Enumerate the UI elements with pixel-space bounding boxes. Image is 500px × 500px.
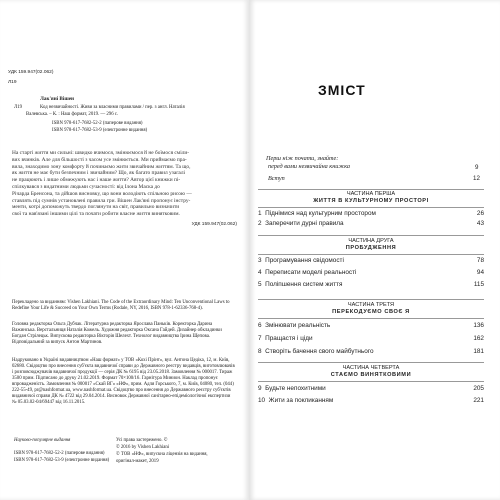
series-label: Науково-популярне видання <box>14 438 71 443</box>
copyright-publisher: © ТОВ «НФ», випускна ліцензія на видання, <box>116 452 208 457</box>
chapter-page: 136 <box>473 322 484 329</box>
annotation <box>12 150 234 218</box>
chapter-number: 7 <box>258 335 262 342</box>
isbn-print-bottom: ISBN 978-617-7682-52-2 (паперове видання) <box>14 451 105 456</box>
chapter-number: 4 <box>258 269 262 276</box>
annotation-line: Річарда Бренсона, та дійшов висновку, що вони володіють спільною рисою — <box>12 190 192 197</box>
book-title-line1: Код незвичайності. Живи за власними правилами / пер. з англ. Наталія <box>40 105 185 110</box>
toc-entry[interactable] <box>258 335 484 345</box>
imprint-page <box>0 0 249 500</box>
chapter-page: 78 <box>476 257 484 264</box>
book-title-line2: Валевська. – К. : Наш формат, 2019. — 296 с. <box>26 112 119 117</box>
isbn-electronic-bottom: ISBN 978-617-7682-53-9 (електронне видання) <box>14 458 110 463</box>
toc-entry[interactable] <box>258 281 484 291</box>
toc-entry[interactable] <box>258 257 484 267</box>
chapter-page: 205 <box>473 385 484 392</box>
part-divider <box>258 189 484 190</box>
toc-entry[interactable] <box>258 397 484 407</box>
part-label: ЧАСТИНА ПЕРША <box>346 191 396 197</box>
preface-line1: Перш ніж почати, знайте: <box>266 155 339 162</box>
chapter-title: Будьте непохитними <box>265 385 326 392</box>
part-label: ЧАСТИНА ДРУГА <box>348 238 394 244</box>
library-code: Л19 <box>8 80 17 85</box>
toc-entry[interactable] <box>258 269 484 279</box>
chapter-number: 5 <box>258 281 262 288</box>
part-heading: ПРОБУДЖЕННЯ <box>345 245 397 251</box>
chapter-number: 9 <box>258 385 262 392</box>
part-divider <box>258 207 484 208</box>
part-divider <box>258 318 484 319</box>
chapter-title: Програмування свідомості <box>265 257 344 264</box>
chapter-title: Заперечити дурні правила <box>265 220 344 227</box>
chapter-page: 181 <box>473 348 484 355</box>
part-2-header <box>258 238 484 252</box>
toc-title: ЗМІСТ <box>318 82 366 98</box>
annotation-line: На старті життя ми сильні: швидко вчимося, змінюємося й не боїмося сміли- <box>12 150 190 156</box>
intro-title: Вступ <box>268 175 285 182</box>
annotation-line: вила, знаходимо зону комфорту й починаємо жити звичайним життям. Та що, <box>12 163 191 170</box>
chapter-number: 3 <box>258 257 262 264</box>
part-divider <box>258 254 484 255</box>
chapter-page: 115 <box>473 281 484 288</box>
chapter-number: 10 <box>258 397 266 404</box>
chapter-page: 94 <box>476 269 484 276</box>
udk-code-bottom: УДК 159.947(02.062) <box>191 222 237 227</box>
copyright-author: © 2016 by Vishen Lakhiani <box>116 445 170 450</box>
chapter-page: 221 <box>473 397 484 404</box>
toc-entry[interactable] <box>258 210 484 220</box>
chapter-number: 1 <box>258 210 262 217</box>
part-label: ЧАСТИНА ТРЕТЯ <box>347 302 395 308</box>
author-name: Лак'яні Вішен <box>40 96 74 102</box>
toc-entry[interactable] <box>258 322 484 332</box>
annotation-line: не працюють і лише обмежують нас і наше життя? Автор цієї книжки пі- <box>12 177 181 184</box>
chapter-page: 43 <box>476 220 484 227</box>
part-divider <box>258 235 484 236</box>
part-divider <box>258 362 484 363</box>
toc-entry[interactable] <box>258 348 484 358</box>
part-1-header <box>258 191 484 205</box>
chapter-page: 162 <box>473 335 484 342</box>
annotation-line: ставлять під сумнів установлені правила гри. Вішен Лак'яні пропонує інстру- <box>12 197 191 204</box>
part-heading: ЖИТТЯ В КУЛЬТУРНОМУ ПРОСТОРІ <box>313 198 429 204</box>
part-3-header <box>258 302 484 316</box>
part-heading: ПЕРЕКОДУЄМО СВОЄ Я <box>332 309 410 315</box>
original-edition-note: Перекладено за виданням: Vishen Lakhiani. The Code of the Extraordinary Mind: Ten Unconventional Laws to Redefine Your Life & Succeed on Your Own Terms (Rodale, NY, 2016, ISBN 978-1-62336-768-4). <box>12 300 230 311</box>
intro-page: 12 <box>473 175 480 182</box>
preface-page: 9 <box>475 164 479 171</box>
part-divider <box>258 381 484 382</box>
part-4-header <box>258 365 484 379</box>
annotation-line: вих вчинків. Але для більшості з часом усе змінюється. Ми приймаємо пра- <box>12 156 187 163</box>
part-divider <box>258 299 484 300</box>
chapter-number: 2 <box>258 220 262 227</box>
chapter-title: Створіть бачення свого майбутнього <box>265 348 374 355</box>
chapter-title: Пращастя і ціди <box>265 335 313 342</box>
chapter-title: Переписати моделі реальності <box>265 269 357 276</box>
copyright-layout: оригінал-макет, 2019 <box>116 459 159 464</box>
annotation-line: як життя не має бути безпечним і звичайним? Що, як багато правил узагалі <box>12 170 186 177</box>
chapter-title: Піднімися над культурним простором <box>265 210 376 217</box>
part-label: ЧАСТИНА ЧЕТВЕРТА <box>342 365 400 371</box>
chapter-title: Поліпшення систем життя <box>265 281 343 288</box>
toc-entry[interactable] <box>258 385 484 395</box>
printing-details: Надруковано в Україні видавництвом «Наш формат» у ТОВ «Кохі Прінт», вул. Антона Цедіка, 12, м. Київ, 02680. Свідоцтво про внесення суб'єкта видавничої справи до Державного реєстру видавців, виготовлювачів і розповсюджувачів видавничої продукції — серія ДК № 6195 від 23.05.2018. Замовлення № 000017. Тираж 3500 прим. Підписано до друку 21.02.2019. Формат 70×100/16. Гарнітура Минион. Наклад пропонує впровадженість. Замовлення № 000017 «Скай ВГ» «НФ», прим. Адля Горського, 7, м. Київ, 04080, тел. (044) 222-55-49, pr@nashformat.ua, www.nashformat.ua. Свідоцтво про внесення до Державного реєстру суб'єктів видавничої справи ДК № 4722 від 29.04.2014. Висновок Державної санітарно-епідеміологічної експертизи № 05.03.02-04/69447 від 16.11.2015. <box>12 358 235 405</box>
isbn-print: ISBN 978-617-7682-52-2 (паперове видання) <box>52 121 143 126</box>
chapter-page: 26 <box>476 210 484 217</box>
chapter-title: Жити за покликанням <box>268 397 334 404</box>
chapter-title: Змінювати реальність <box>265 322 331 329</box>
part-heading: СТАЄМО ВИНЯТКОВИМИ <box>330 372 412 378</box>
library-code-2: Л19 <box>14 105 23 110</box>
annotation-line: свої та нав'язані іншими цілі та почати робити власне життя винятковим. <box>12 211 180 218</box>
toc-entry[interactable] <box>258 220 484 230</box>
annotation-line: менти, котрі допоможуть твердо поглянути на світ, правильно визначити <box>12 204 180 211</box>
rights-line: Усі права застережено. © <box>116 438 168 443</box>
preface-line2: перед вами незвичайна книжка <box>268 163 350 170</box>
udk-code-top: УДК 159.947(02.062) <box>8 70 54 75</box>
chapter-number: 8 <box>258 348 262 355</box>
editorial-credits: Головна редакторка Ольга Дубчак. Літературна редакторка Ярослава Паньків. Коректорка Дарина Важинська. Верстальниця Наталія Кожель. Художня редакторка Оксана Гайдей. Дизайнер обкладинки Богдан Стрілецьк. Випускова редакторка Вікторія Шелехт. Технолог видавництва Ірина Щепова. Відповідальний за випуск Антон Мартинов. <box>12 322 222 345</box>
chapter-number: 6 <box>258 322 262 329</box>
isbn-electronic: ISBN 978-617-7682-53-9 (електронне видання) <box>52 128 148 133</box>
annotation-line: спілкувався з видатними людьми сучасності: від Ілона Маска до <box>12 183 160 190</box>
